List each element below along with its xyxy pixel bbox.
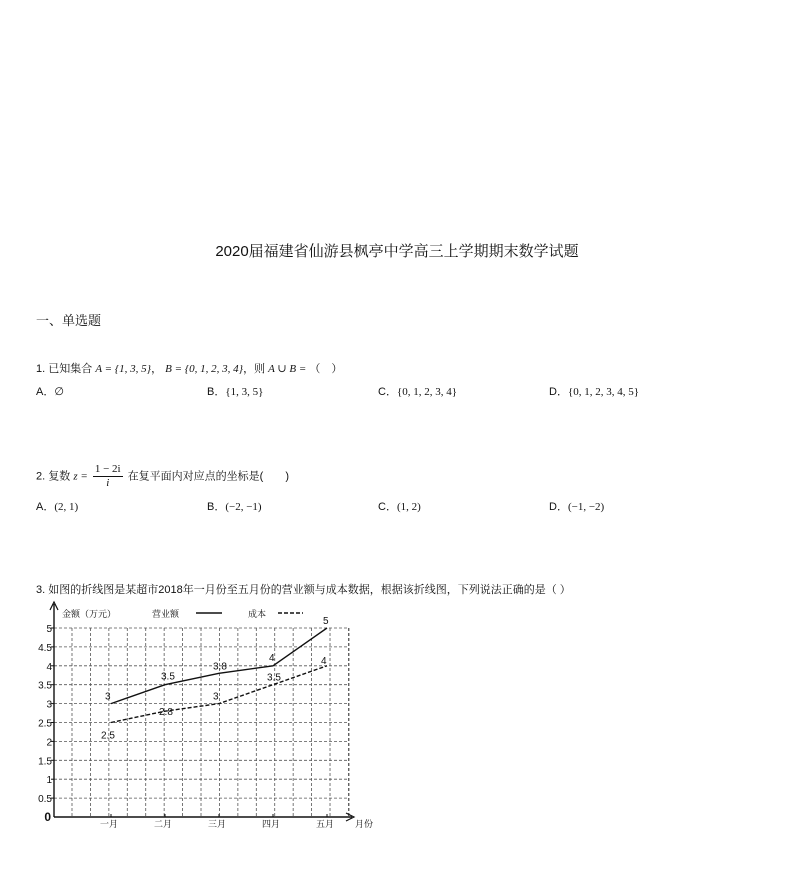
question-number: 3. <box>36 584 46 596</box>
option-value: (2, 1) <box>54 501 79 513</box>
union-expression: A ∪ B = <box>268 363 307 375</box>
data-label: 4 <box>269 652 275 664</box>
data-label: 3.5 <box>161 671 175 683</box>
q2-option-a[interactable] <box>36 498 78 514</box>
option-value: (−2, −1) <box>225 501 262 513</box>
option-label: D． <box>549 386 568 398</box>
data-label: 2.5 <box>101 730 115 742</box>
x-tick-label: 四月 <box>261 819 281 829</box>
y-tick-label: 0.5 <box>38 794 52 806</box>
chart-ticks <box>38 624 54 824</box>
data-label: 3 <box>105 691 111 703</box>
y-tick-label: 1 <box>46 775 52 787</box>
option-label: B． <box>207 386 226 398</box>
data-label: 3.5 <box>267 672 281 684</box>
y-tick-label: 5 <box>46 624 52 635</box>
option-label: C． <box>378 386 397 398</box>
option-label: C． <box>378 501 397 513</box>
y-tick-label: 1.5 <box>38 756 52 768</box>
question-1 <box>36 360 342 376</box>
question-number: 1. <box>36 363 46 375</box>
chart-x-categories <box>100 814 373 829</box>
option-value: {1, 3, 5} <box>225 386 264 398</box>
y-axis-label: 金额（万元） <box>62 609 117 619</box>
option-label: B． <box>207 501 226 513</box>
data-label: 5 <box>323 616 329 627</box>
q1-option-d[interactable] <box>549 383 639 399</box>
y-tick-label: 2.5 <box>38 718 52 730</box>
x-axis-label: 月份 <box>355 819 374 829</box>
option-value: {0, 1, 2, 3, 4} <box>396 386 458 398</box>
q1-option-c[interactable] <box>378 383 457 399</box>
x-tick-label: 五月 <box>315 819 335 829</box>
y-tick-label: 3.5 <box>38 680 52 692</box>
set-a: A = {1, 3, 5} <box>95 363 152 375</box>
y-tick-label: 4.5 <box>38 642 52 654</box>
x-tick-label: 一月 <box>99 819 119 829</box>
question-text-mid: ，则 <box>243 363 266 375</box>
q2-option-c[interactable] <box>378 498 421 514</box>
x-tick-label: 三月 <box>207 819 227 829</box>
option-value: (−1, −2) <box>567 501 605 513</box>
y-tick-label: 4 <box>46 661 52 673</box>
q1-option-a[interactable] <box>36 383 64 399</box>
series-line-cost <box>111 666 327 723</box>
x-tick-label: 二月 <box>153 819 173 829</box>
data-label: 4 <box>321 655 327 667</box>
separator: ， <box>151 363 163 375</box>
option-label: A． <box>36 386 55 398</box>
chart-grid <box>54 628 349 817</box>
page-title: 2020届福建省仙游县枫亭中学高三上学期期末数学试题 <box>215 243 579 260</box>
question-text: 复数 <box>48 470 71 483</box>
q2-option-b[interactable] <box>207 498 262 514</box>
y-tick-label: 2 <box>46 737 52 749</box>
data-label: 3 <box>213 691 219 703</box>
y-tick-label: 3 <box>46 699 52 711</box>
z-equals: z = <box>73 470 88 483</box>
section-heading: 一、单选题 <box>36 313 102 328</box>
question-text: 如图的折线图是某超市2018年一月份至五月份的营业额与成本数据，根据该折线图，下列说法正确的是（ ） <box>48 584 571 596</box>
chart-legend <box>62 608 303 619</box>
line-chart <box>0 595 420 840</box>
option-value: (1, 2) <box>396 501 421 513</box>
option-label: D． <box>549 501 568 513</box>
option-value: {0, 1, 2, 3, 4, 5} <box>567 386 640 398</box>
answer-bracket: （ ） <box>309 363 343 375</box>
data-label: 2.8 <box>159 707 173 719</box>
question-text-after: 在复平面内对应点的坐标是( ) <box>127 470 289 483</box>
option-label: A． <box>36 501 55 513</box>
set-b: B = {0, 1, 2, 3, 4} <box>165 363 244 375</box>
option-value: ∅ <box>54 386 64 398</box>
fraction <box>93 463 123 490</box>
y-tick-label: 0 <box>44 810 51 824</box>
q1-option-b[interactable] <box>207 383 263 399</box>
question-number: 2. <box>36 470 46 483</box>
chart-axes <box>50 602 354 821</box>
question-2 <box>36 463 289 490</box>
q2-option-d[interactable] <box>549 498 604 514</box>
fraction-numerator: 1 − 2i <box>94 463 121 475</box>
fraction-denominator: i <box>106 477 110 489</box>
data-label: 3.8 <box>213 661 227 673</box>
question-text: 已知集合 <box>48 363 93 375</box>
legend-label-revenue: 营业额 <box>152 609 180 619</box>
legend-label-cost: 成本 <box>248 609 267 619</box>
